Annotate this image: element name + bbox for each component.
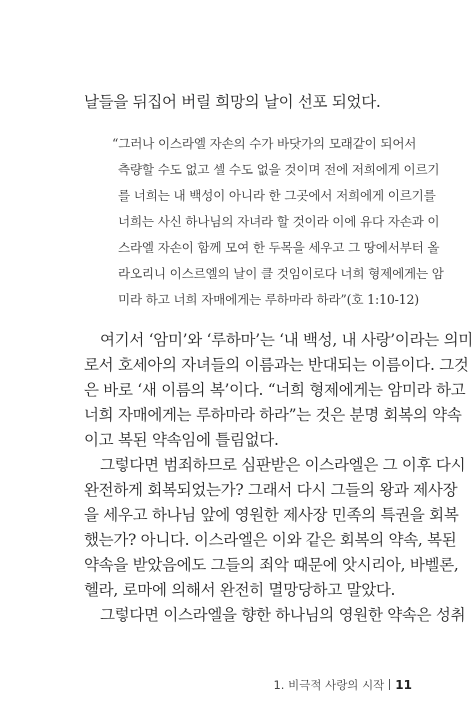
paragraph-line: 그렇다면 이스라엘을 향한 하나님의 영원한 약속은 성취 [100, 606, 466, 624]
paragraph-line: 했는가? 아니다. 이스라엘은 이와 같은 회복의 약속, 복된 [84, 531, 457, 549]
intro-line: 날들을 뒤집어 버릴 희망의 날이 선포 되었다. [84, 93, 381, 111]
page-number: 11 [395, 678, 412, 692]
quote-line: 측량할 수도 없고 셀 수도 없을 것이며 전에 저희에게 이르기 [118, 162, 440, 177]
quote-line: “그러나 이스라엘 자손의 수가 바닷가의 모래같이 되어서 [112, 136, 417, 151]
paragraph-line: 약속을 받았음에도 그들의 죄악 때문에 앗시리아, 바벨론, [84, 556, 459, 574]
chapter-title: 1. 비극적 사랑의 시작 [273, 678, 385, 692]
paragraph-line: 을 세우고 하나님 앞에 영원한 제사장 민족의 특권을 회복 [84, 506, 459, 524]
paragraph-line: 로서 호세아의 자녀들의 이름과는 반대되는 이름이다. 그것 [84, 356, 469, 374]
paragraph-line: 그렇다면 범죄하므로 심판받은 이스라엘은 그 이후 다시 [100, 456, 466, 474]
paragraph-line: 헬라, 로마에 의해서 완전히 멸망당하고 말았다. [84, 581, 396, 599]
quote-line: 너희는 사신 하나님의 자녀라 할 것이라 이에 유다 자손과 이 [118, 214, 440, 229]
paragraph-line: 완전하게 회복되었는가? 그래서 다시 그들의 왕과 제사장 [84, 481, 458, 499]
quote-line: 를 너희는 내 백성이 아니라 한 그곳에서 저희에게 이르기를 [118, 188, 436, 203]
quote-line: 미라 하고 너희 자매에게는 루하마라 하라”(호 1:10-12) [118, 292, 420, 307]
paragraph-line: 이고 복된 약속임에 틀림없다. [84, 431, 279, 449]
quote-line: 라오리니 이스르엘의 날이 클 것임이로다 너희 형제에게는 암 [118, 266, 444, 281]
paragraph-line: 너희 자매에게는 루하마라 하라”는 것은 분명 회복의 약속 [84, 406, 462, 424]
quote-line: 스라엘 자손이 함께 모여 한 두목을 세우고 그 땅에서부터 올 [118, 240, 440, 255]
paragraph-line: 은 바로 ‘새 이름의 복’이다. “너희 형제에게는 암미라 하고 [84, 381, 466, 399]
paragraph-line: 여기서 ‘암미’와 ‘루하마’는 ‘내 백성, 내 사랑’이라는 의미 [100, 331, 473, 349]
footer-divider [389, 679, 390, 690]
page-footer [273, 677, 412, 693]
